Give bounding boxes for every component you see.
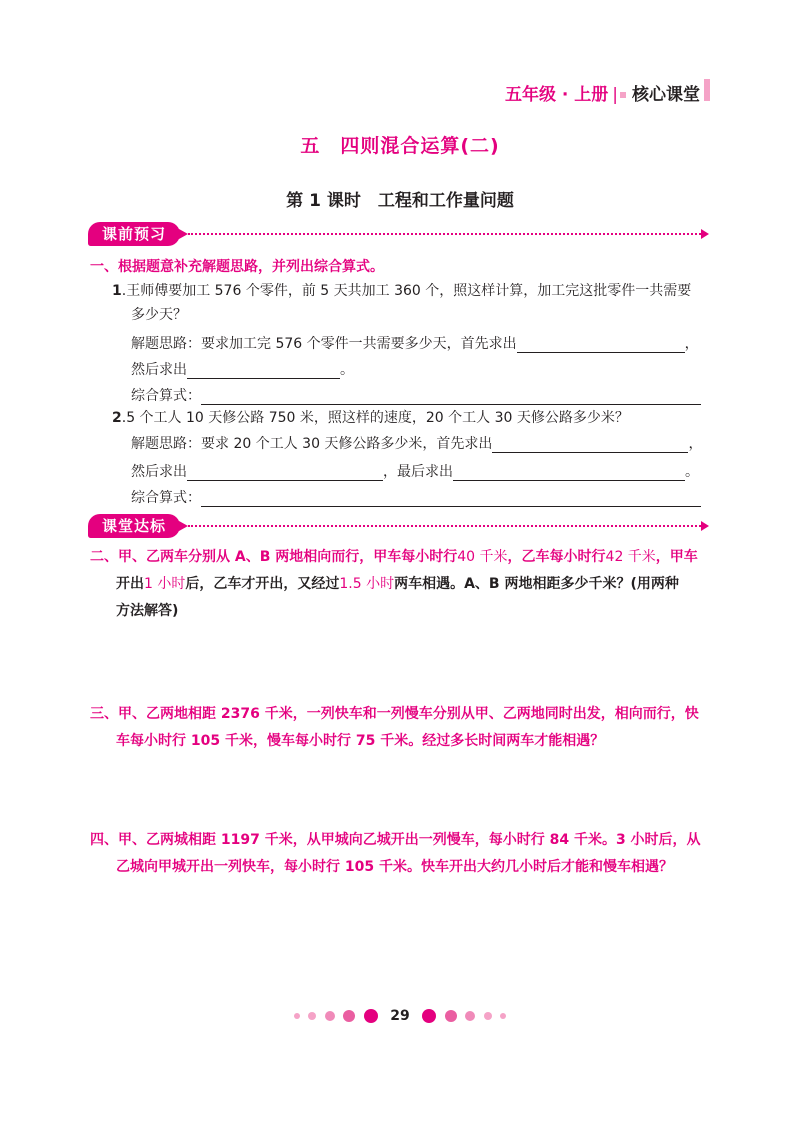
running-header [505,80,700,105]
decor-dot-icon [484,1012,492,1020]
dotted-divider [188,525,701,527]
decor-dot-icon [465,1011,475,1021]
q2-text: ，甲车 [655,549,698,565]
question-2-line1 [90,544,715,571]
question-3 [90,701,715,755]
q2-text: 二、甲、乙两车分别从 A、B 两地相向而行，甲车每小时行 [90,549,458,565]
decor-dot-icon [445,1010,457,1022]
question-3-line1: 三、甲、乙两地相距 2376 千米，一列快车和一列慢车分别从甲、乙两地同时出发，相向而行，快 [90,706,699,722]
question-heading-1: 一、根据题意补充解题思路，并列出综合算式。 [90,259,384,275]
question-2-line2 [90,571,715,598]
decor-dot-icon [500,1013,506,1019]
formula-label: 综合算式： [131,490,201,506]
q2-value: 1 小时 [144,576,186,592]
arrow-right-icon [701,229,709,239]
punct: 。 [685,464,699,480]
page-number: 29 [390,1008,410,1024]
preview-banner-label: 课前预习 [88,222,180,246]
page-footer [0,1008,800,1024]
problem-text: .王师傅要加工 576 个零件，前 5 天共加工 360 个，照这样计算，加工完这批零件一共需要 [121,283,692,299]
solution-then-2 [131,461,699,481]
header-separator: | [612,85,618,105]
q2-value: 42 千米 [605,549,656,565]
question-3-line2: 车每小时行 105 千米，慢车每小时行 75 千米。经过多长时间两车才能相遇？ [116,733,605,749]
decor-dot-icon [308,1012,316,1020]
classroom-banner [88,514,713,540]
answer-blank[interactable] [517,338,685,353]
header-accent-bar [704,79,710,101]
decor-dot-icon [343,1010,355,1022]
preview-banner [88,222,713,248]
punct: ， [688,436,703,452]
then-text: 然后求出 [131,362,187,378]
answer-blank[interactable] [453,466,685,481]
problem-text: .5 个工人 10 天修公路 750 米，照这样的速度，20 个工人 30 天修公路多少米？ [121,410,629,426]
arrow-right-icon [701,521,709,531]
solution-idea-2 [131,433,702,453]
question-2 [90,544,715,625]
formula-blank[interactable] [201,390,701,405]
answer-blank[interactable] [492,438,688,453]
then-text: 然后求出 [131,464,187,480]
q2-text: 两车相遇。A、B 两地相距多少千米？(用两种 [394,576,679,592]
question-4 [90,827,715,881]
q2-text: 后，乙车才开出，又经过 [185,576,340,592]
problem-number: 2 [112,410,122,426]
dotted-divider [188,233,701,235]
answer-blank[interactable] [187,364,340,379]
last-text: ，最后求出 [383,464,453,480]
solution-idea-1 [131,333,699,353]
question-2-line3: 方法解答) [116,603,179,619]
problem-1 [112,278,691,305]
formula-2 [131,487,701,507]
q2-value: 1.5 小时 [339,576,395,592]
chapter-title: 五 四则混合运算(二) [300,135,500,157]
decor-dot-icon [422,1009,436,1023]
formula-blank[interactable] [201,492,701,507]
problem-1-line2: 多少天？ [131,307,187,323]
idea-text: 解题思路：要求 20 个工人 30 天修公路多少米，首先求出 [131,436,493,452]
q2-value: 40 千米 [457,549,508,565]
answer-blank[interactable] [187,466,383,481]
problem-number: 1 [112,283,122,299]
problem-2 [112,405,629,432]
q2-text: 开出 [116,576,144,592]
square-bullet-icon [620,92,626,98]
formula-label: 综合算式： [131,388,201,404]
idea-text: 解题思路：要求加工完 576 个零件一共需要多少天，首先求出 [131,336,517,352]
classroom-banner-label: 课堂达标 [88,514,180,538]
formula-1 [131,385,701,405]
decor-dot-icon [364,1009,378,1023]
lesson-title: 第 1 课时 工程和工作量问题 [286,191,514,211]
decor-dot-icon [325,1011,335,1021]
solution-then-1 [131,359,354,379]
section-label: 核心课堂 [632,85,700,105]
grade-label: 五年级 · 上册 [504,85,609,105]
punct: ， [684,336,699,352]
question-4-line2: 乙城向甲城开出一列快车，每小时行 105 千米。快车开出大约几小时后才能和慢车相遇？ [116,859,673,875]
punct: 。 [340,362,354,378]
decor-dot-icon [294,1013,300,1019]
q2-text: ，乙车每小时行 [507,549,606,565]
question-4-line1: 四、甲、乙两城相距 1197 千米，从甲城向乙城开出一列慢车，每小时行 84 千米。3 小时后，从 [90,832,701,848]
